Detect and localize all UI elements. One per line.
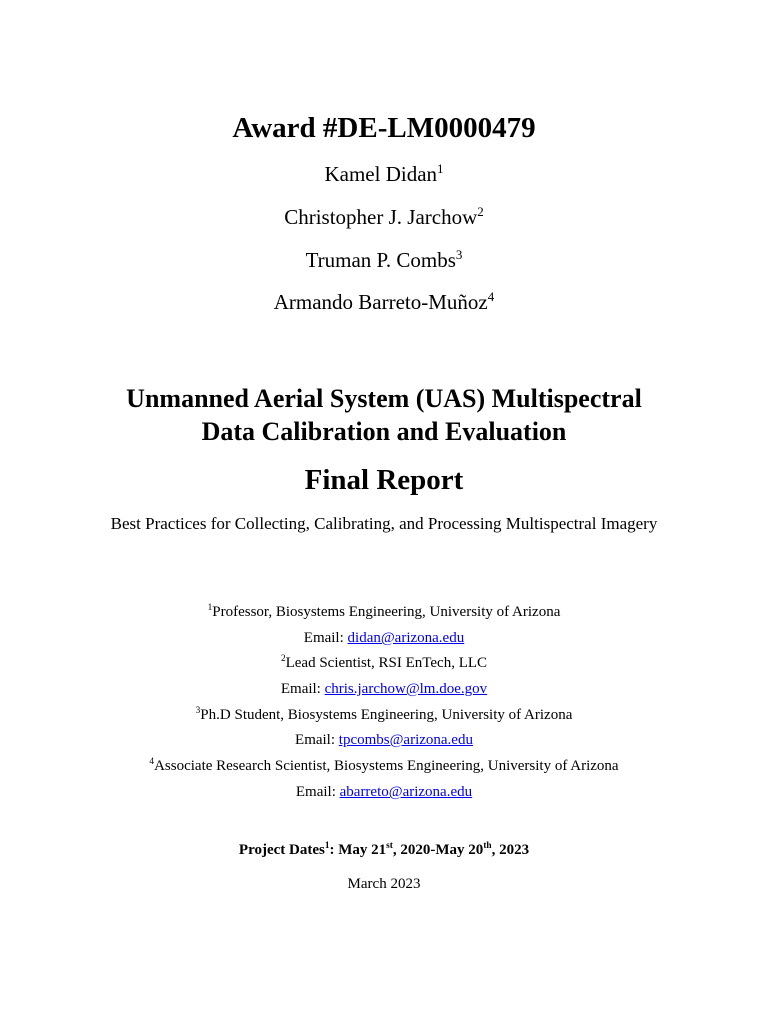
email-link-combs[interactable]: tpcombs@arizona.edu bbox=[338, 732, 473, 748]
author-affiliation-mark: 4 bbox=[487, 289, 495, 304]
author-1 bbox=[0, 162, 768, 186]
affiliation-3 bbox=[0, 707, 768, 724]
affiliation-mark: 1 bbox=[207, 603, 213, 613]
author-name: Christopher J. Jarchow bbox=[284, 205, 478, 229]
affiliation-mark: 4 bbox=[149, 757, 155, 767]
author-affiliation-mark: 3 bbox=[455, 247, 463, 262]
email-link-barreto[interactable]: abarreto@arizona.edu bbox=[339, 784, 473, 800]
author-name: Truman P. Combs bbox=[305, 248, 456, 272]
project-dates bbox=[0, 842, 768, 859]
affiliation-mark: 2 bbox=[280, 654, 286, 664]
project-dates-label: Project Dates bbox=[238, 842, 325, 858]
report-subtitle: Best Practices for Collecting, Calibrating, and Processing Multispectral Imagery bbox=[110, 514, 658, 533]
affiliation-text: Professor, Biosystems Engineering, University of Arizona bbox=[212, 604, 561, 620]
end-date-suffix: th bbox=[483, 841, 492, 851]
affiliation-mark: 3 bbox=[195, 706, 201, 716]
author-2 bbox=[0, 205, 768, 229]
affiliation-1 bbox=[0, 604, 768, 621]
report-title-line-1: Unmanned Aerial System (UAS) Multispectral bbox=[126, 384, 642, 413]
author-affiliation-mark: 2 bbox=[477, 204, 484, 219]
author-name: Armando Barreto-Muñoz bbox=[273, 290, 488, 314]
affiliation-text: Lead Scientist, RSI EnTech, LLC bbox=[285, 655, 488, 671]
email-label: Email: bbox=[280, 681, 325, 697]
affiliation-text: Ph.D Student, Biosystems Engineering, University of Arizona bbox=[200, 707, 573, 723]
start-year: , 2020- bbox=[392, 842, 436, 858]
affiliation-4 bbox=[0, 758, 768, 775]
email-line-2 bbox=[0, 681, 768, 698]
author-3 bbox=[0, 248, 768, 272]
report-date: March 2023 bbox=[347, 876, 421, 892]
author-affiliation-mark: 1 bbox=[437, 161, 444, 176]
report-type-heading: Final Report bbox=[304, 464, 464, 496]
author-4 bbox=[0, 290, 768, 314]
end-year: , 2023 bbox=[491, 842, 530, 858]
email-line-1 bbox=[0, 630, 768, 647]
start-date-suffix: st bbox=[386, 841, 393, 851]
email-label: Email: bbox=[295, 732, 339, 748]
affiliation-text: Associate Research Scientist, Biosystems Engineering, University of Arizona bbox=[154, 758, 619, 774]
author-name: Kamel Didan bbox=[324, 162, 438, 186]
affiliation-2 bbox=[0, 655, 768, 672]
email-label: Email: bbox=[295, 784, 340, 800]
report-title-line-2: Data Calibration and Evaluation bbox=[201, 417, 567, 446]
email-link-didan[interactable]: didan@arizona.edu bbox=[347, 630, 465, 646]
start-date: May 21 bbox=[338, 842, 387, 858]
project-dates-separator: : bbox=[329, 842, 339, 858]
project-dates-footnote-mark: 1 bbox=[324, 841, 330, 851]
end-date: May 20 bbox=[435, 842, 484, 858]
email-line-3 bbox=[0, 732, 768, 749]
email-line-4 bbox=[0, 784, 768, 801]
email-label: Email: bbox=[303, 630, 348, 646]
award-number: Award #DE-LM0000479 bbox=[232, 112, 536, 144]
email-link-jarchow[interactable]: chris.jarchow@lm.doe.gov bbox=[324, 681, 488, 697]
